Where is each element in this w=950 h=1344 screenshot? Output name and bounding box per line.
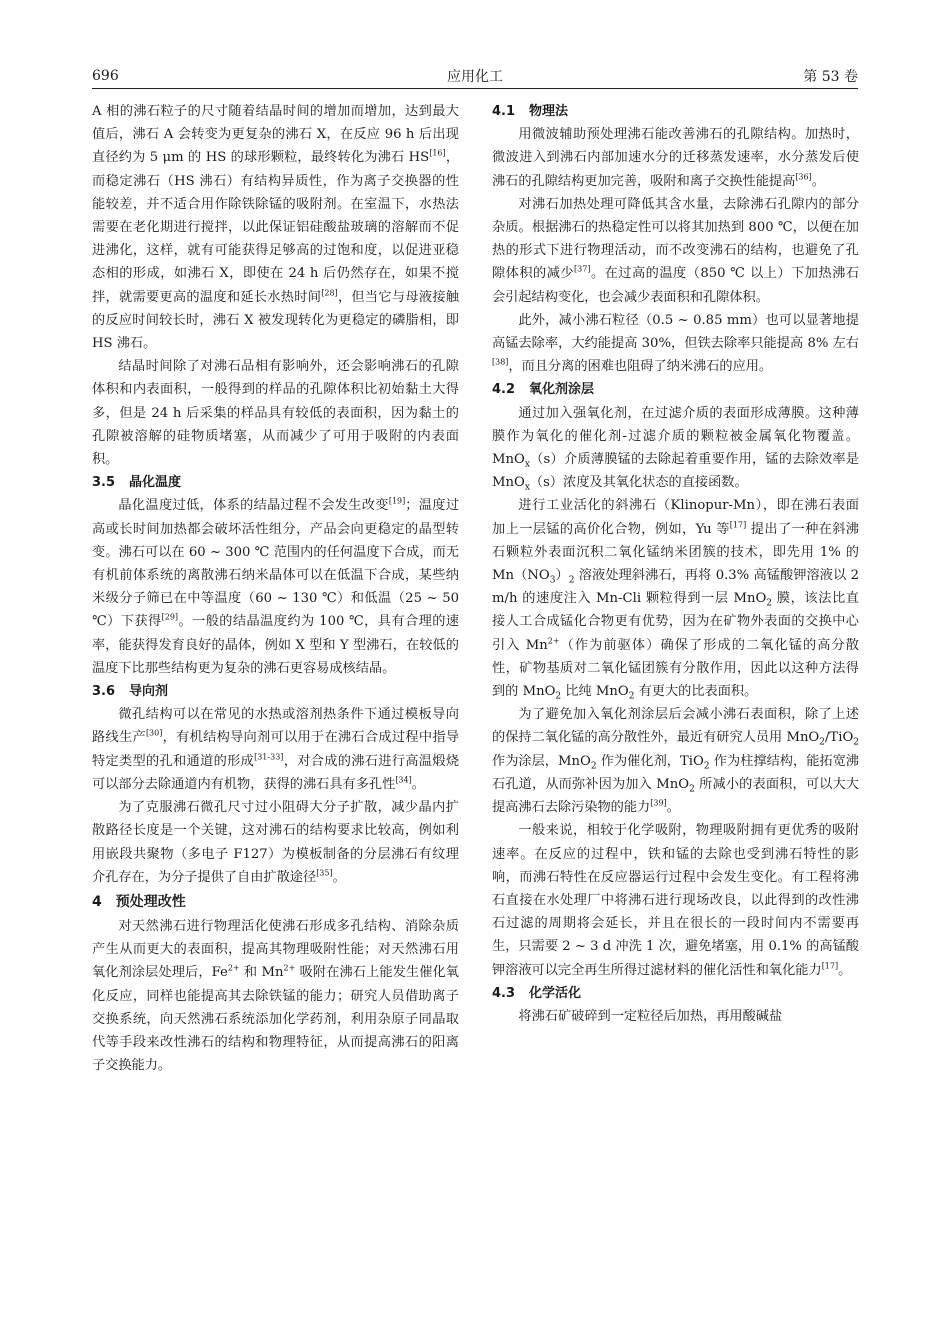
subscript: x [524, 482, 530, 493]
citation: [29] [161, 613, 179, 623]
text-run: ，对合成的沸石进行高温煅烧可以部分去除通道内有机物，获得的沸石具有多孔性 [92, 753, 460, 792]
section-heading-4-1 [492, 100, 859, 123]
text-run: 作为催化剂，TiO [596, 753, 704, 769]
text-run: 提出了一种在斜沸石颗粒外表面沉积二氧化锰纳米团簇的技术，即先用 1% 的 Mn（NO [492, 521, 859, 584]
paragraph: 结晶时间除了对沸石品相有影响外，还会影响沸石的孔隙体积和内表面积，一般得到的样品的孔隙体积比初始黏土大得多，但是 24 h 后采集的样品具有较低的表面积，因为黏土的孔隙被溶解的硅物质堵塞，从而减少了可用于吸附的内表面积。 [92, 359, 459, 468]
subscript: 2 [853, 738, 859, 749]
text-run: 溶液处理斜沸石，再将 0.3% 高锰酸钾溶液以 2 m/h 的速度注入 Mn-Cli 颗粒得到一层 MnO [492, 568, 859, 607]
text-run: 晶化温度过低，体系的结晶过程不会发生改变 [118, 498, 389, 514]
section-heading-4-3 [492, 982, 859, 1005]
subscript: 3 [549, 575, 556, 586]
journal-title: 应用化工 [447, 69, 503, 85]
text-run: （s）浓度及其氧化状态的直接函数。 [529, 475, 748, 491]
subscript: 2 [689, 784, 695, 795]
text-run: A 相的沸石粒子的尺寸随着结晶时间的增加而增加，达到最大值后，沸石 A 会转变为更复杂的沸石 X，在反应 96 h 后出现直径约为 5 μm 的 HS 的球形颗粒，最终转化为沸石 HS [92, 104, 459, 166]
volume-label: 第 53 卷 [803, 69, 858, 85]
citation: [35] [316, 868, 333, 878]
subscript: 2 [590, 761, 597, 772]
text-run: ，但当它与母液接触的反应时间较长时，沸石 X 被发现转化为更稳定的磷脂相，即 HS 沸石。 [92, 289, 460, 352]
paragraph [492, 703, 859, 819]
citation: [36] [795, 172, 812, 182]
text-run: 对天然沸石进行物理活化使沸石形成多孔结构、消除杂质产生从而更大的表面积，提高其物理吸附性能；对天然沸石用氧化剂涂层处理后，Fe [92, 918, 459, 981]
paragraph [492, 402, 859, 495]
subscript: 2 [703, 761, 710, 772]
citation: [37] [574, 265, 591, 275]
citation: [38] [492, 357, 509, 367]
superscript: 2+ [227, 963, 240, 973]
paragraph [92, 796, 459, 889]
citation: [16] [429, 149, 446, 159]
text-run: 通过加入强氧化剂，在过滤介质的表面形成薄膜。这种薄膜作为氧化的催化剂-过滤介质的颗粒被金属氧化物覆盖。MnO [492, 405, 859, 468]
text-run: 。 [666, 800, 680, 816]
text-run: （作为前驱体）确保了形成的二氧化锰的高分散性，矿物基质对二氧化锰团簇有分散作用，因此以这种方法得到的 MnO [492, 637, 859, 700]
section-heading-3-6 [92, 680, 459, 703]
section-number: 4.2 [492, 382, 516, 398]
right-column [492, 100, 859, 1028]
paragraph [492, 309, 859, 379]
text-run: 此外，减小沸石粒径（0.5 ~ 0.85 mm）也可以显著地提高锰去除率，大约能提高 30%，但铁去除率只能提高 8% 左右 [492, 312, 859, 352]
text-run: ；温度过高或长时间加热都会破坏活性组分，产品会向更稳定的晶型转变。沸石可以在 60 ~ 300 ℃ 范围内的任何温度下合成，而无有机前体系统的离散沸石纳米晶体可以在低温下合成，某些纳米级分子筛已在中等温度（60 ~ 130 ℃）和低温（25 ~ 50 ℃）下获得 [92, 498, 460, 630]
text-run: 作为柱撑结构，能拓宽沸石孔道，从而弥补因为加入 MnO [492, 753, 859, 792]
text-run: 作为涂层，MnO [492, 753, 591, 769]
superscript: 2+ [283, 963, 296, 973]
running-header [92, 64, 858, 89]
citation: [28] [321, 288, 338, 298]
citation: [34] [395, 775, 412, 785]
text-run: 膜，该法比直接人工合成锰化合物更有优势，因为在矿物外表面的交换中心引入 Mn [492, 591, 859, 653]
subscript: 2 [766, 598, 772, 609]
text-run: 。 [838, 962, 852, 978]
citation: [31-33] [254, 752, 284, 762]
section-heading-4 [92, 889, 459, 915]
subscript: x [524, 459, 530, 470]
subscript: 2 [819, 738, 825, 749]
citation: [17] [729, 520, 747, 530]
paragraph [92, 915, 459, 1077]
section-title: 化学活化 [529, 985, 582, 1001]
section-title: 氧化剂涂层 [529, 382, 595, 398]
citation: [30] [145, 729, 163, 739]
section-number: 3.5 [92, 475, 116, 491]
section-heading-3-5 [92, 471, 459, 494]
paragraph [92, 100, 459, 355]
text-run: 为了避免加入氧化剂涂层后会减小沸石表面积，除了上述的保持二氧化锰的高分散性外，最近有研究人员用 MnO [492, 707, 859, 746]
section-number: 4.3 [492, 985, 516, 1001]
text-run: 有更大的比表面积。 [634, 684, 758, 700]
paragraph [92, 703, 459, 796]
text-run: 。 [411, 776, 425, 792]
citation: [39] [650, 798, 667, 808]
section-title: 物理法 [529, 104, 569, 119]
text-run: 进行工业活化的斜沸石（Klinopur-Mn），即在沸石表面加上一层锰的高价化合物，例如，Yu 等 [492, 498, 859, 537]
text-run: 。 [811, 173, 825, 189]
text-run: 比纯 MnO [561, 684, 629, 700]
text-run: /TiO [824, 730, 854, 746]
text-run: 一般来说，相较于化学吸附，物理吸附拥有更优秀的吸附速率。在反应的过程中，铁和锰的去除也受到沸石特性的影响，而沸石特性在反应器运行过程中会发生变化。有工程将沸石直接在水处理厂中将沸石进行现场改良，以此得到的改性沸石过滤的周期将会延长，并且在很长的一段时间内不需要再生，只需要 2 ~ 3 d 冲洗 1 次，避免堵塞，用 0.1% 的高锰酸钾溶液可以完全再生所得过滤材料的催化活性和氧化能力 [492, 823, 859, 978]
paragraph [492, 494, 859, 703]
section-title: 预处理改性 [115, 893, 186, 910]
text-run: 。 [332, 869, 346, 885]
paragraph [492, 193, 859, 309]
paragraph: 将沸石矿破碎到一定粒径后加热，再用酸碱盐 [518, 1008, 783, 1024]
paragraph [492, 819, 859, 981]
section-heading-4-2 [492, 378, 859, 401]
superscript: 2+ [547, 636, 560, 646]
section-title: 晶化温度 [129, 475, 182, 491]
left-column [92, 100, 459, 1077]
section-number: 3.6 [92, 684, 116, 700]
citation: [19] [388, 497, 406, 507]
section-number: 4.1 [492, 104, 516, 119]
text-run: 。在过高的温度（850 ℃ 以上）下加热沸石会引起结构变化，也会减少表面积和孔隙体积。 [492, 266, 860, 305]
text-run: ） [555, 568, 569, 584]
text-run: ，而且分离的困难也阻碍了纳米沸石的应用。 [508, 359, 773, 375]
text-run: ，而稳定沸石（HS 沸石）有结构异质性，作为离子交换器的性能较差，并不适合用作除铁除锰的吸附剂。在室温下，水热法需要在老化期进行搅拌，以此保证铝硅酸盐玻璃的溶解而不促进沸化，这样，就有可能获得足够高的过饱和度，以促进亚稳态相的形成，如沸石 X，即使在 24 h 后仍然存在，如果不搅拌，就需要更高的温度和延长水热时间 [92, 150, 460, 305]
paragraph [92, 494, 459, 680]
text-run: 为了克服沸石微孔尺寸过小阻碍大分子扩散，减少晶内扩散路径长度是一个关键，这对沸石的结构要求比较高，例如利用嵌段共聚物（多电子 F127）为模板制备的分层沸石有纹理介孔存在，为分子提供了自由扩散途径 [92, 800, 459, 885]
text-run: 微孔结构可以在常见的水热或溶剂热条件下通过模板导向路线生产 [92, 707, 459, 746]
paragraph [492, 123, 859, 193]
text-run: 对沸石加热处理可降低其含水量，去除沸石孔隙内的部分杂质。根据沸石的热稳定性可以将其加热到 800 ℃，以便在加热的形式下进行物理活动，而不改变沸石的结构，也避免了孔隙体积的减少 [492, 196, 859, 282]
section-title: 导向剂 [129, 684, 169, 700]
text-run: 吸附在沸石上能发生催化氧化反应，同样也能提高其去除铁锰的能力；研究人员借助离子交换系统，向天然沸石系统添加化学药剂，利用杂原子同晶取代等手段来改性沸石的结构和物理特征，从而提高沸石的阳离子交换能力。 [92, 965, 459, 1074]
subscript: 2 [628, 691, 635, 702]
text-run: 用微波辅助预处理沸石能改善沸石的孔隙结构。加热时，微波进入到沸石内部加速水分的迁移蒸发速率，水分蒸发后使沸石的孔隙结构更加完善，吸附和离子交换性能提高 [492, 127, 859, 189]
text-run: 所减小的表面积，可以大大提高沸石去除污染物的能力 [492, 776, 859, 816]
subscript: 2 [568, 575, 575, 586]
text-run: ，有机结构导向剂可以用于在沸石合成过程中指导特定类型的孔和通道的形成 [92, 730, 460, 769]
section-number: 4 [92, 893, 102, 910]
text-run: 。一般的结晶温度约为 100 ℃，具有合理的速率，能获得发育良好的晶体，例如 X 型和 Y 型沸石，在较低的温度下比那些结构更为复杂的沸石更容易成核结晶。 [92, 614, 459, 676]
text-run: 和 Mn [239, 965, 284, 981]
text-run: （s）介质薄膜锰的去除起着重要作用，锰的去除效率是 MnO [492, 452, 859, 491]
page-number: 696 [92, 68, 119, 84]
citation: [17] [821, 961, 839, 971]
subscript: 2 [555, 691, 562, 702]
